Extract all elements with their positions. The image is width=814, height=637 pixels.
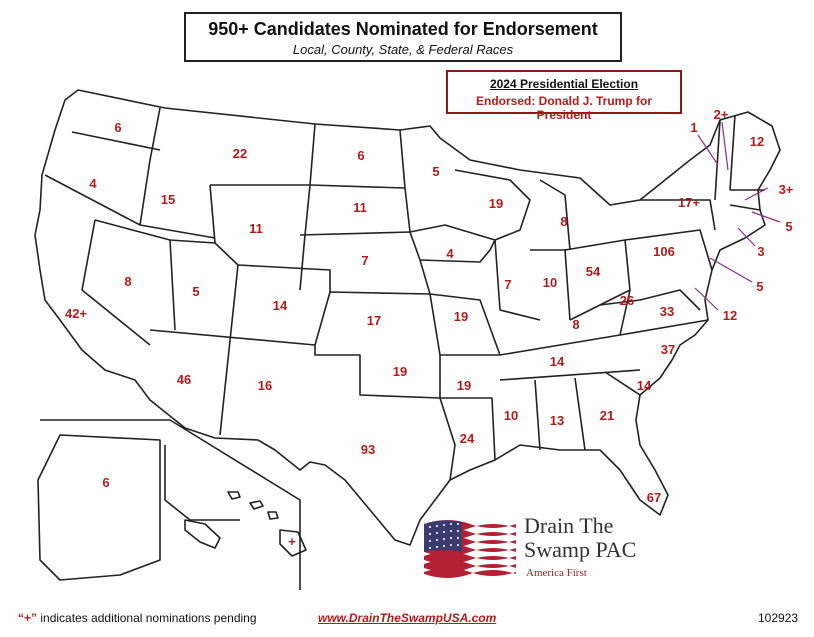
state-count-ne: 7 [361,253,369,268]
state-count-wv: 26 [619,293,635,308]
brand-name-line1: Drain The [524,513,614,538]
state-count-oh: 54 [585,264,601,279]
state-count-nh: 2+ [713,107,729,122]
state-count-id: 15 [160,192,176,207]
state-count-vt: 1 [690,120,698,135]
state-count-ky: 8 [572,317,580,332]
document-code: 102923 [758,611,799,625]
plus-symbol: “+” [18,611,38,625]
brand-tagline: America First [526,567,587,579]
state-count-nm: 16 [257,378,273,393]
state-count-wa: 6 [114,120,122,135]
state-count-sc: 14 [636,378,652,393]
state-count-ut: 5 [192,284,200,299]
state-count-il: 7 [504,277,512,292]
state-count-tn: 14 [549,354,565,369]
state-count-ok: 19 [392,364,408,379]
state-count-az: 46 [176,372,192,387]
state-count-mt: 22 [232,146,248,161]
state-count-wy: 11 [249,221,263,236]
state-count-ri: 5 [785,219,793,234]
state-count-sd: 11 [353,200,367,215]
state-count-al: 13 [549,413,565,428]
state-count-ak: 6 [102,475,110,490]
state-count-ks: 17 [366,313,382,328]
state-count-or: 4 [89,176,97,191]
state-count-ga: 21 [599,408,615,423]
state-count-mi: 8 [560,214,568,229]
state-count-fl: 67 [646,490,662,505]
state-count-ma: 3+ [778,182,794,197]
state-count-mo: 19 [453,309,469,324]
state-count-la: 24 [459,431,475,446]
website-link[interactable]: www.DrainTheSwampUSA.com [318,611,497,625]
state-count-in: 10 [542,275,558,290]
us-flag-icon [422,516,518,580]
brand-logo [422,513,637,584]
footer-note [18,611,257,625]
state-count-nj: 5 [756,279,764,294]
state-count-tx: 93 [360,442,376,457]
state-count-nd: 6 [357,148,365,163]
presidential-election-box [446,70,682,122]
state-count-md: 12 [722,308,738,323]
title-box [184,12,622,62]
state-count-pa: 106 [653,244,675,259]
state-count-va: 33 [659,304,675,319]
state-count-nv: 8 [124,274,132,289]
page-subtitle: Local, County, State, & Federal Races [292,42,514,57]
footer-note-text: indicates additional nominations pending [37,611,257,625]
state-count-ca: 42+ [64,306,88,321]
state-count-me: 12 [749,134,765,149]
state-count-hi: + [288,534,296,549]
state-count-ny: 17+ [677,195,701,210]
brand-name-line2: Swamp PAC [524,537,637,562]
state-count-ms: 10 [503,408,519,423]
page-title: 950+ Candidates Nominated for Endorsement [208,19,598,39]
state-count-ct: 3 [757,244,765,259]
endorsement-text: Endorsed: Donald J. Trump for President [475,94,652,122]
election-title: 2024 Presidential Election [489,77,639,91]
state-count-nc: 37 [660,342,676,357]
state-count-mn: 5 [432,164,440,179]
state-count-wi: 19 [488,196,504,211]
state-count-ia: 4 [446,246,454,261]
state-count-ar: 19 [456,378,472,393]
state-count-co: 14 [272,298,288,313]
